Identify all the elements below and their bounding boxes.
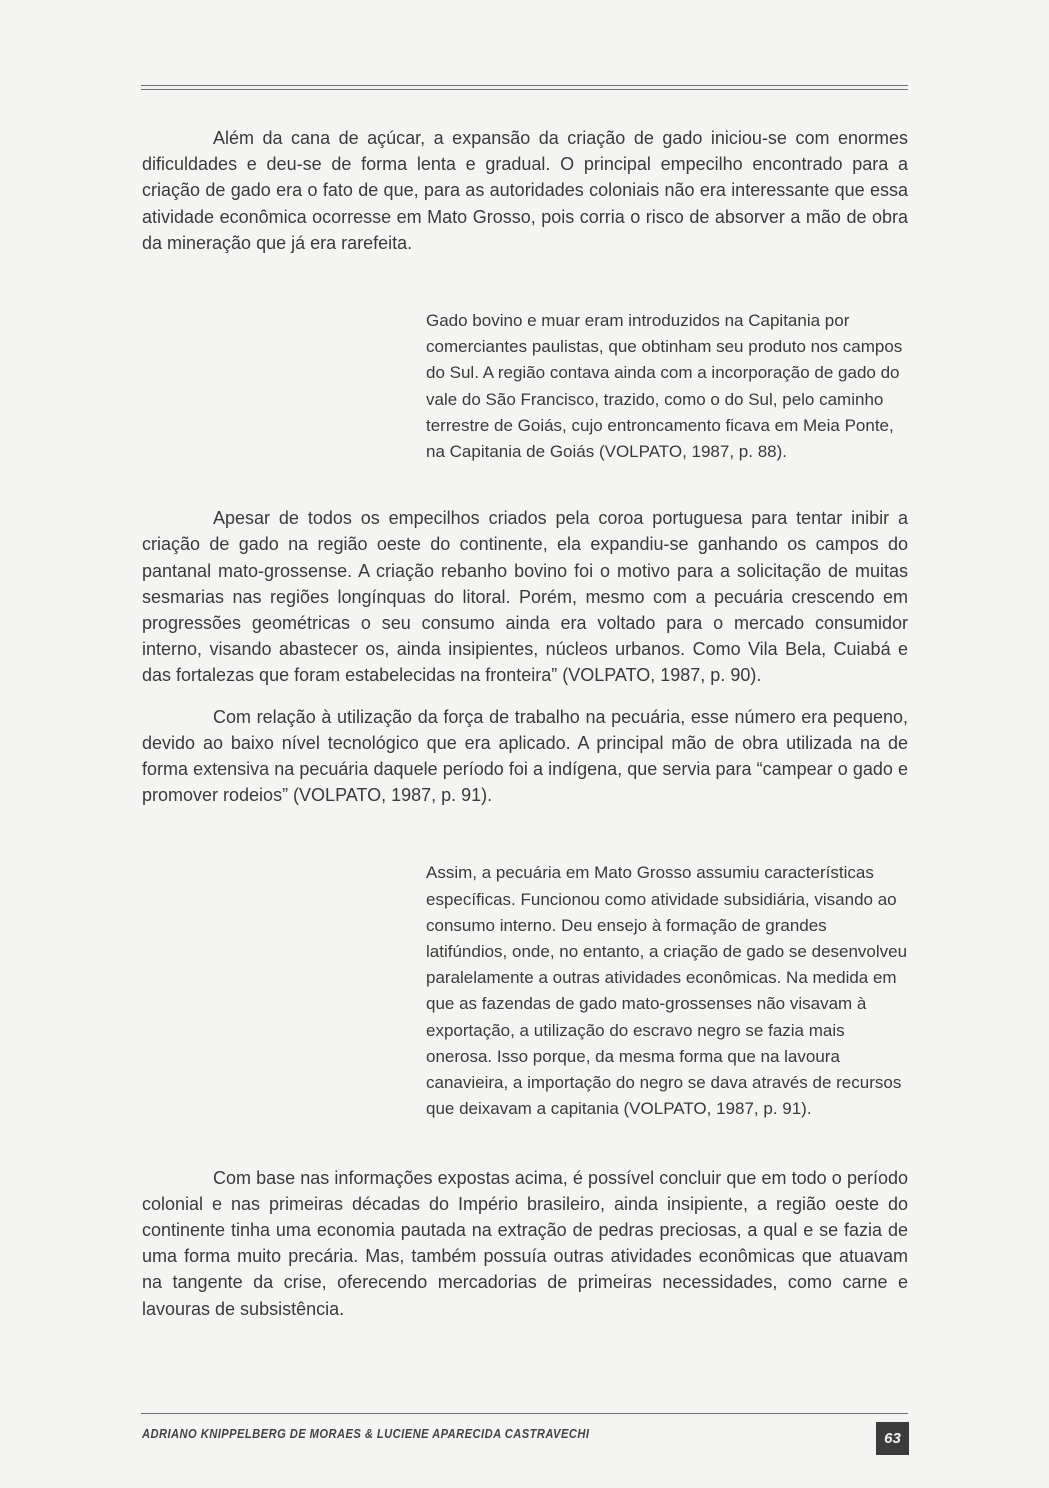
spacer <box>142 465 908 505</box>
spacer <box>142 808 908 860</box>
paragraph-3: Com relação à utilização da força de trabalho na pecuária, esse número era pequeno, devido ao baixo nível tecnológico que era aplicado. A principal mão de obra utilizada na de forma extensiva na pecuária daquele período foi a indígena, que servia para “campear o gado e promover rodeios” (VOLPATO, 1987, p. 91). <box>142 706 908 806</box>
block-quote-1-text: Gado bovino e muar eram introduzidos na Capitania por comerciantes paulistas, que obtinham seu produto nos campos do Sul. A região contava ainda com a incorporação de gado do vale do São Francisco, trazido, como o do Sul, pelo caminho terrestre de Goiás, cujo entroncamento ficava em Meia Ponte, na Capitania de Goiás (VOLPATO, 1987, p. 88). <box>426 311 903 462</box>
block-quote-1 <box>426 308 910 465</box>
paragraph-4: Com base nas informações expostas acima, é possível concluir que em todo o período colonial e nas primeiras décadas do Império brasileiro, ainda insipiente, a região oeste do continente tinha uma economia pautada na extração de pedras preciosas, a qual e se fazia de uma forma muito precária. Mas, também possuía outras atividades econômicas que atuavam na tangente da crise, oferecendo mercadorias de primeiras necessidades, como carne e lavouras de subsistência. <box>142 1167 908 1319</box>
paragraph-1: Além da cana de açúcar, a expansão da criação de gado iniciou-se com enormes dificuldades e deu-se de forma lenta e gradual. O principal empecilho encontrado para a criação de gado era o fato de que, para as autoridades coloniais não era interessante que essa atividade econômica ocorresse em Mato Grosso, pois corria o risco de absorver a mão de obra da mineração que já era rarefeita. <box>142 128 908 253</box>
spacer <box>142 256 908 308</box>
paragraph-2: Apesar de todos os empecilhos criados pela coroa portuguesa para tentar inibir a criação de gado na região oeste do continente, ela expandiu-se ganhando os campos do pantanal mato-grossense. A criação rebanho bovino foi o motivo para a solicitação de muitas sesmarias nas regiões longínquas do litoral. Porém, mesmo com a pecuária crescendo em progressões geométricas o seu consumo ainda era voltado para o mercado consumidor interno, visando abastecer os, ainda insipientes, núcleos urbanos. Como Vila Bela, Cuiabá e das fortalezas que foram estabelecidas na fronteira” (VOLPATO, 1987, p. 90). <box>142 508 908 686</box>
header-rule-bottom <box>141 89 908 90</box>
footer-authors: ADRIANO KNIPPELBERG DE MORAES & LUCIENE APARECIDA CASTRAVECHI <box>142 1426 590 1441</box>
header-rule-top <box>141 85 908 86</box>
page-content <box>142 125 908 1322</box>
footer-rule <box>141 1413 908 1414</box>
spacer <box>142 1123 908 1165</box>
block-quote-2 <box>426 860 910 1122</box>
block-quote-2-text: Assim, a pecuária em Mato Grosso assumiu características específicas. Funcionou como atividade subsidiária, visando ao consumo interno. Deu ensejo à formação de grandes latifúndios, onde, no entanto, a criação de gado se desenvolveu paralelamente a outras atividades econômicas. Na medida em que as fazendas de gado mato-grossenses não visavam à exportação, a utilização do escravo negro se fazia mais onerosa. Isso porque, da mesma forma que na lavoura canavieira, a importação do negro se dava através de recursos que deixavam a capitania (VOLPATO, 1987, p. 91). <box>426 863 908 1119</box>
page-number: 63 <box>876 1422 909 1455</box>
